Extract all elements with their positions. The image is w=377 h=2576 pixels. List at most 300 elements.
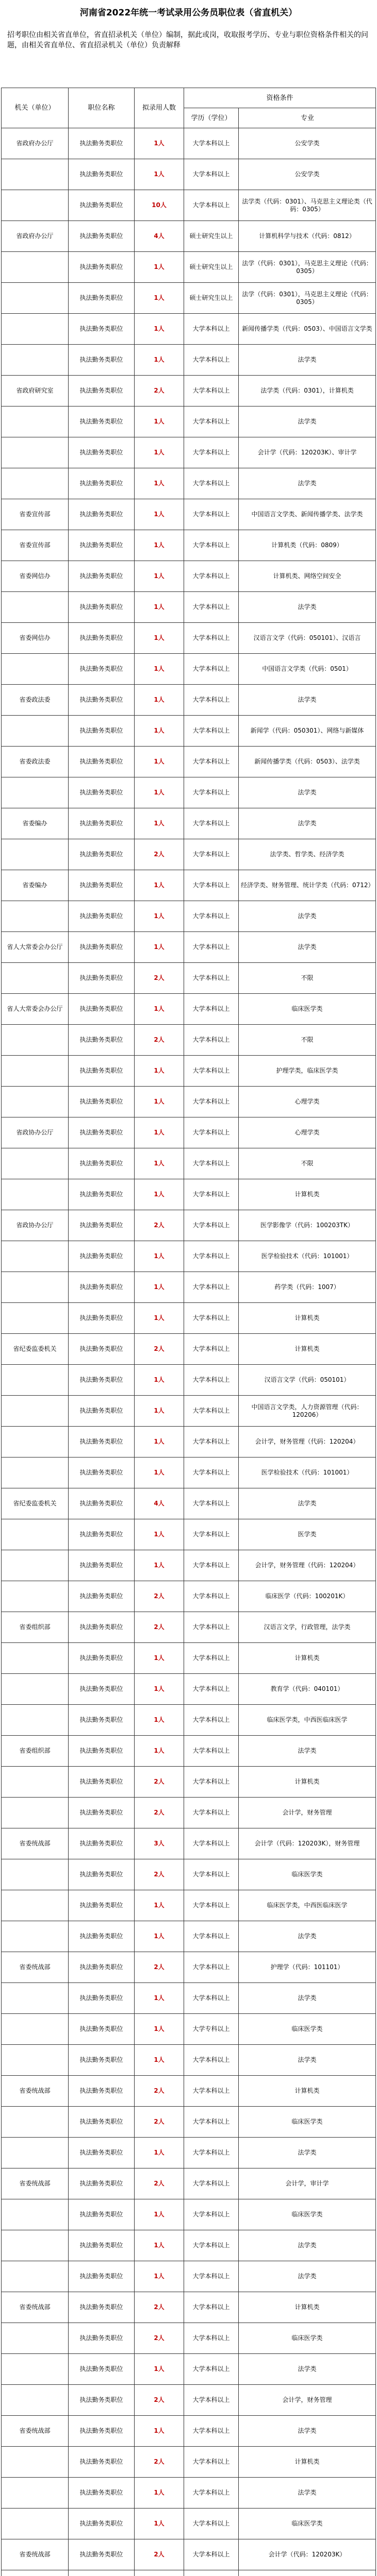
- cell-agency: [2, 1056, 69, 1087]
- cell-agency: [2, 1365, 69, 1396]
- cell-agency: [2, 1921, 69, 1952]
- cell-position: 执法勤务类职位: [69, 1056, 135, 1087]
- cell-agency: [2, 2323, 69, 2354]
- cell-count: 1人: [135, 314, 184, 345]
- table-row: [1, 592, 376, 623]
- cell-degree: 大学本科以上: [184, 1117, 239, 1148]
- cell-position: 执法勤务类职位: [69, 1272, 135, 1303]
- table-row: [1, 376, 376, 406]
- cell-position: 执法勤务类职位: [69, 2509, 135, 2539]
- cell-major: 会计学，财务管理: [239, 1798, 376, 1828]
- table-row: [1, 1427, 376, 1458]
- cell-major: 医学影像学（代码：100203TK）: [239, 1210, 376, 1241]
- table-row: [1, 1798, 376, 1828]
- table-row: [1, 1458, 376, 1488]
- cell-degree: 大学本科以上: [184, 2447, 239, 2478]
- cell-major: 法学类: [239, 2261, 376, 2292]
- cell-count: 1人: [135, 1519, 184, 1550]
- table-row: [1, 963, 376, 994]
- cell-degree: 大学本科以上: [184, 1581, 239, 1612]
- table-row: [1, 1705, 376, 1736]
- cell-count: 1人: [135, 2230, 184, 2261]
- cell-count: 1人: [135, 2045, 184, 2076]
- cell-degree: 大学本科以上: [184, 1334, 239, 1365]
- table-row: [1, 2416, 376, 2447]
- cell-count: 1人: [135, 345, 184, 376]
- cell-count: 1人: [135, 2354, 184, 2385]
- table-row: [1, 1519, 376, 1550]
- cell-position: 执法勤务类职位: [69, 2138, 135, 2168]
- cell-major: 会计学，审计学: [239, 2168, 376, 2199]
- cell-count: 1人: [135, 870, 184, 901]
- table-row: [1, 221, 376, 252]
- cell-position: 执法勤务类职位: [69, 901, 135, 932]
- table-row: [1, 437, 376, 468]
- cell-major: 会计学（代码：120203K）: [239, 2539, 376, 2570]
- cell-major: 法学类: [239, 808, 376, 839]
- cell-agency: [2, 1179, 69, 1210]
- cell-agency: 省委宣传部: [2, 530, 69, 561]
- cell-position: 执法勤务类职位: [69, 1365, 135, 1396]
- cell-major: 心理学类: [239, 1117, 376, 1148]
- cell-agency: [2, 2385, 69, 2416]
- cell-major: 护理学（代码：101101）: [239, 1952, 376, 1983]
- table-row: [1, 1828, 376, 1859]
- table-row: [1, 1921, 376, 1952]
- table-row: [1, 406, 376, 437]
- cell-position: 执法勤务类职位: [69, 932, 135, 963]
- cell-count: 1人: [135, 2509, 184, 2539]
- cell-agency: [2, 1427, 69, 1458]
- cell-agency: [2, 2261, 69, 2292]
- cell-major: 汉语言文学（代码：050101）、汉语言: [239, 623, 376, 654]
- table-row: [1, 2261, 376, 2292]
- cell-major: 中国语言文学类、新闻传播学类、法学类: [239, 499, 376, 530]
- cell-agency: 省委网信办: [2, 561, 69, 592]
- cell-position: 执法勤务类职位: [69, 1643, 135, 1674]
- cell-degree: 大学本科以上: [184, 128, 239, 159]
- table-row: [1, 499, 376, 530]
- cell-degree: 大学专科以上: [184, 2014, 239, 2045]
- cell-agency: [2, 716, 69, 747]
- cell-position: 执法勤务类职位: [69, 314, 135, 345]
- cell-agency: [2, 345, 69, 376]
- cell-agency: [2, 2199, 69, 2230]
- cell-agency: 省委统战部: [2, 2076, 69, 2107]
- cell-agency: [2, 437, 69, 468]
- cell-count: 1人: [135, 2416, 184, 2447]
- cell-agency: 省委网信办: [2, 623, 69, 654]
- cell-position: 执法勤务类职位: [69, 747, 135, 777]
- cell-count: 1人: [135, 1983, 184, 2014]
- cell-degree: 大学本科以上: [184, 747, 239, 777]
- cell-position: 执法勤务类职位: [69, 994, 135, 1025]
- cell-count: 1人: [135, 932, 184, 963]
- cell-degree: 大学本科以上: [184, 1087, 239, 1117]
- cell-agency: 省纪委监委机关: [2, 1488, 69, 1519]
- cell-agency: 省纪委监委机关: [2, 1334, 69, 1365]
- cell-position: 执法勤务类职位: [69, 437, 135, 468]
- cell-major: 法学类、哲学类、经济学类: [239, 839, 376, 870]
- table-row: [1, 1025, 376, 1056]
- cell-major: 不限: [239, 1148, 376, 1179]
- cell-count: 2人: [135, 1798, 184, 1828]
- cell-agency: [2, 1798, 69, 1828]
- cell-agency: 省委政法委: [2, 747, 69, 777]
- cell-major: 不限: [239, 1025, 376, 1056]
- cell-position: 执法勤务类职位: [69, 2261, 135, 2292]
- cell-count: 1人: [135, 252, 184, 283]
- cell-position: 执法勤务类职位: [69, 1241, 135, 1272]
- cell-agency: [2, 1767, 69, 1798]
- table-row: [1, 468, 376, 499]
- cell-degree: 大学本科以上: [184, 1303, 239, 1334]
- table-header: [1, 88, 376, 128]
- table-row: [1, 1643, 376, 1674]
- cell-position: 执法勤务类职位: [69, 2354, 135, 2385]
- cell-agency: [2, 2045, 69, 2076]
- cell-major: 计算机类: [239, 2076, 376, 2107]
- table-row: [1, 1117, 376, 1148]
- cell-degree: 大学本科以上: [184, 2107, 239, 2138]
- cell-position: 执法勤务类职位: [69, 1736, 135, 1767]
- cell-major: 汉语言文学（代码：050101）: [239, 1365, 376, 1396]
- cell-degree: 大学本科以上: [184, 2076, 239, 2107]
- document-note: 招考职位由相关省直单位，省直招录机关（单位）编制，据此或岗，收取报考学历、专业与职位资格条件相关的问题，由相关省直单位、省直招录机关（单位）负责解释: [7, 31, 368, 49]
- cell-count: 1人: [135, 1643, 184, 1674]
- table-row: [1, 2385, 376, 2416]
- table-row: [1, 994, 376, 1025]
- header-qualification-group: [184, 88, 376, 128]
- table-row: [1, 747, 376, 777]
- cell-count: 2人: [135, 1025, 184, 1056]
- cell-degree: 大学本科以上: [184, 1179, 239, 1210]
- cell-major: 临床医学类: [239, 1859, 376, 1890]
- cell-position: 执法勤务类职位: [69, 1427, 135, 1458]
- cell-degree: 大学本科以上: [184, 623, 239, 654]
- cell-count: 2人: [135, 1952, 184, 1983]
- cell-major: 计算机类、网络空间安全: [239, 561, 376, 592]
- cell-position: 执法勤务类职位: [69, 716, 135, 747]
- cell-position: 执法勤务类职位: [69, 592, 135, 623]
- cell-agency: [2, 1025, 69, 1056]
- cell-degree: 大学本科以上: [184, 190, 239, 221]
- cell-count: 1人: [135, 1705, 184, 1736]
- table-row: [1, 2199, 376, 2230]
- cell-major: 计算机类: [239, 2292, 376, 2323]
- header-qualification: 资格条件: [184, 88, 375, 108]
- cell-count: 1人: [135, 654, 184, 685]
- cell-major: 经济学类、财务管理、统计学类（代码：0712）: [239, 870, 376, 901]
- cell-major: 医学检验技术（代码：101001）: [239, 1458, 376, 1488]
- cell-agency: [2, 159, 69, 190]
- cell-position: 执法勤务类职位: [69, 1025, 135, 1056]
- cell-count: 1人: [135, 1303, 184, 1334]
- cell-degree: 大学本科以上: [184, 1427, 239, 1458]
- cell-position: 执法勤务类职位: [69, 2478, 135, 2509]
- cell-degree: 大学本科以上: [184, 654, 239, 685]
- cell-degree: 大学本科以上: [184, 870, 239, 901]
- cell-agency: [2, 1458, 69, 1488]
- table-row: [1, 1736, 376, 1767]
- cell-agency: [2, 1550, 69, 1581]
- cell-degree: 大学本科以上: [184, 2261, 239, 2292]
- cell-degree: 大学本科以上: [184, 1798, 239, 1828]
- cell-count: 2人: [135, 1767, 184, 1798]
- cell-count: 2人: [135, 2168, 184, 2199]
- cell-degree: 大学本科以上: [184, 499, 239, 530]
- cell-count: 2人: [135, 2292, 184, 2323]
- cell-position: 执法勤务类职位: [69, 2107, 135, 2138]
- cell-position: 执法勤务类职位: [69, 1674, 135, 1705]
- cell-major: 法学类: [239, 406, 376, 437]
- cell-count: 2人: [135, 963, 184, 994]
- table-row: [1, 685, 376, 716]
- table-row: [1, 808, 376, 839]
- cell-position: 执法勤务类职位: [69, 406, 135, 437]
- cell-count: 1人: [135, 716, 184, 747]
- table-row: [1, 654, 376, 685]
- cell-major: 法学类: [239, 777, 376, 808]
- cell-agency: [2, 963, 69, 994]
- cell-position: 执法勤务类职位: [69, 1210, 135, 1241]
- cell-degree: 大学本科以上: [184, 1056, 239, 1087]
- header-count: 拟录用人数: [135, 88, 184, 128]
- cell-degree: 大学本科以上: [184, 901, 239, 932]
- cell-position: 执法勤务类职位: [69, 1890, 135, 1921]
- cell-agency: [2, 2014, 69, 2045]
- cell-agency: [2, 283, 69, 314]
- cell-agency: [2, 777, 69, 808]
- table-row: [1, 901, 376, 932]
- cell-count: 1人: [135, 468, 184, 499]
- cell-count: 1人: [135, 1179, 184, 1210]
- cell-position: 执法勤务类职位: [69, 2230, 135, 2261]
- cell-degree: 大学本科以上: [184, 159, 239, 190]
- cell-major: 临床医学类，中西医临床医学: [239, 1890, 376, 1921]
- cell-degree: 大学本科以上: [184, 2539, 239, 2570]
- cell-position: 执法勤务类职位: [69, 2323, 135, 2354]
- cell-degree: 大学本科以上: [184, 1365, 239, 1396]
- cell-position: 执法勤务类职位: [69, 1334, 135, 1365]
- cell-agency: 省委宣传部: [2, 499, 69, 530]
- cell-degree: 大学本科以上: [184, 1643, 239, 1674]
- cell-count: 1人: [135, 1272, 184, 1303]
- cell-major: 临床医学类: [239, 2014, 376, 2045]
- cell-position: 执法勤务类职位: [69, 1612, 135, 1643]
- cell-major: 法学类: [239, 932, 376, 963]
- cell-agency: [2, 2230, 69, 2261]
- cell-major: 计算机类: [239, 1334, 376, 1365]
- cell-agency: [2, 252, 69, 283]
- cell-count: 1人: [135, 1087, 184, 1117]
- cell-count: 2人: [135, 839, 184, 870]
- table-row: [1, 1550, 376, 1581]
- cell-agency: 省委统战部: [2, 2416, 69, 2447]
- cell-count: 2人: [135, 1334, 184, 1365]
- cell-position: 执法勤务类职位: [69, 870, 135, 901]
- cell-count: 1人: [135, 1921, 184, 1952]
- cell-major: 法学类: [239, 468, 376, 499]
- cell-degree: 大学本科以上: [184, 1488, 239, 1519]
- cell-major: 法学类（代码：0301），计算机类: [239, 376, 376, 406]
- cell-count: 1人: [135, 685, 184, 716]
- cell-position: 执法勤务类职位: [69, 1519, 135, 1550]
- cell-major: 临床医学（代码：100201K）: [239, 1581, 376, 1612]
- cell-count: 2人: [135, 2539, 184, 2570]
- cell-degree: 大学本科以上: [184, 1519, 239, 1550]
- table-row: [1, 1241, 376, 1272]
- cell-agency: [2, 592, 69, 623]
- cell-position: [69, 2570, 135, 2576]
- cell-major: 法学类: [239, 2416, 376, 2447]
- table-row: [1, 2138, 376, 2168]
- table-row: [1, 2107, 376, 2138]
- table-row: [1, 1581, 376, 1612]
- header-agency: 机关（单位）: [2, 88, 69, 128]
- cell-position: 执法勤务类职位: [69, 685, 135, 716]
- cell-position: 执法勤务类职位: [69, 468, 135, 499]
- table-row: [1, 1767, 376, 1798]
- cell-position: 执法勤务类职位: [69, 1798, 135, 1828]
- cell-agency: 省委统战部: [2, 2168, 69, 2199]
- cell-position: 执法勤务类职位: [69, 2539, 135, 2570]
- table-row: [1, 1890, 376, 1921]
- header-position: 职位名称: [69, 88, 135, 128]
- cell-major: 法学类: [239, 345, 376, 376]
- cell-agency: [2, 839, 69, 870]
- header-major: 专业: [300, 114, 314, 122]
- cell-position: 执法勤务类职位: [69, 808, 135, 839]
- cell-agency: 省委编办: [2, 808, 69, 839]
- cell-degree: 大学本科以上: [184, 1828, 239, 1859]
- cell-major: 计算机类: [239, 2447, 376, 2478]
- cell-major: 新闻学（代码：050301）、网络与新媒体: [239, 716, 376, 747]
- cell-position: 执法勤务类职位: [69, 159, 135, 190]
- cell-degree: 大学本科以上: [184, 2168, 239, 2199]
- cell-position: 执法勤务类职位: [69, 1550, 135, 1581]
- cell-degree: 大学本科以上: [184, 561, 239, 592]
- table-row: [1, 2539, 376, 2570]
- cell-position: 执法勤务类职位: [69, 2447, 135, 2478]
- cell-count: 1人: [135, 1458, 184, 1488]
- cell-position: 执法勤务类职位: [69, 2292, 135, 2323]
- cell-degree: 大学本科以上: [184, 1859, 239, 1890]
- cell-major: 不限: [239, 963, 376, 994]
- cell-agency: [2, 1396, 69, 1427]
- cell-position: 执法勤务类职位: [69, 1117, 135, 1148]
- cell-agency: 省委组织部: [2, 1612, 69, 1643]
- table-row: [1, 1859, 376, 1890]
- cell-count: 1人: [135, 1674, 184, 1705]
- cell-degree: 大学本科以上: [184, 1550, 239, 1581]
- cell-major: 药学类（代码：1007）: [239, 1272, 376, 1303]
- cell-count: 4人: [135, 221, 184, 252]
- cell-agency: [2, 1705, 69, 1736]
- table-row: [1, 1210, 376, 1241]
- cell-agency: 省人大常委会办公厅: [2, 994, 69, 1025]
- cell-count: 2人: [135, 1210, 184, 1241]
- cell-degree: 大学本科以上: [184, 468, 239, 499]
- cell-degree: 大学本科以上: [184, 963, 239, 994]
- cell-agency: 省政府办公厅: [2, 128, 69, 159]
- cell-degree: 大学本科以上: [184, 376, 239, 406]
- cell-position: 执法勤务类职位: [69, 252, 135, 283]
- cell-agency: 省政府办公厅: [2, 221, 69, 252]
- cell-position: 执法勤务类职位: [69, 1921, 135, 1952]
- table-row: [1, 716, 376, 747]
- cell-count: 1人: [135, 159, 184, 190]
- cell-major: 会计学，财务管理: [239, 2385, 376, 2416]
- table-row: [1, 1303, 376, 1334]
- cell-count: 3人: [135, 1828, 184, 1859]
- header-degree: 学历（学位）: [184, 108, 239, 128]
- cell-degree: 大学本科以上: [184, 2199, 239, 2230]
- cell-position: 执法勤务类职位: [69, 2168, 135, 2199]
- cell-agency: 省委编办: [2, 870, 69, 901]
- cell-count: 1人: [135, 2199, 184, 2230]
- cell-position: 执法勤务类职位: [69, 128, 135, 159]
- cell-major: 心理学类: [239, 1087, 376, 1117]
- cell-position: 执法勤务类职位: [69, 1859, 135, 1890]
- cell-count: 4人: [135, 1488, 184, 1519]
- cell-degree: 大学本科以上: [184, 406, 239, 437]
- cell-position: 执法勤务类职位: [69, 1396, 135, 1427]
- table-row: [1, 2045, 376, 2076]
- cell-position: 执法勤务类职位: [69, 1767, 135, 1798]
- cell-major: 法学类: [239, 2138, 376, 2168]
- cell-count: 1人: [135, 901, 184, 932]
- cell-position: 执法勤务类职位: [69, 1952, 135, 1983]
- cell-degree: 大学本科以上: [184, 994, 239, 1025]
- cell-position: 执法勤务类职位: [69, 283, 135, 314]
- cell-major: 汉语言文学，行政管理，法学类: [239, 1612, 376, 1643]
- cell-position: 执法勤务类职位: [69, 2416, 135, 2447]
- cell-count: 2人: [135, 1581, 184, 1612]
- cell-agency: [2, 1272, 69, 1303]
- table-row: [1, 777, 376, 808]
- cell-degree: 大学本科以上: [184, 1705, 239, 1736]
- table-row: [1, 283, 376, 314]
- cell-position: 执法勤务类职位: [69, 345, 135, 376]
- cell-position: 执法勤务类职位: [69, 1148, 135, 1179]
- cell-agency: [2, 901, 69, 932]
- cell-count: 1人: [135, 1148, 184, 1179]
- cell-degree: 大学本科以上: [184, 1210, 239, 1241]
- cell-major: 法学类: [239, 1736, 376, 1767]
- cell-major: 法学类: [239, 685, 376, 716]
- cell-degree: 硕士研究生以上: [184, 283, 239, 314]
- table-row: [1, 1612, 376, 1643]
- cell-degree: 大学本科以上: [184, 437, 239, 468]
- table-row: [1, 839, 376, 870]
- cell-major: 计算机科学与技术（代码：0812）: [239, 221, 376, 252]
- table-row: [1, 2354, 376, 2385]
- cell-degree: 大学本科以上: [184, 1025, 239, 1056]
- cell-position: 执法勤务类职位: [69, 1303, 135, 1334]
- table-row: [1, 2447, 376, 2478]
- cell-degree: 大学本科以上: [184, 345, 239, 376]
- cell-degree: 大学本科以上: [184, 2045, 239, 2076]
- cell-major: 中国语言文学类，人力资源管理（代码：120206）: [239, 1396, 376, 1427]
- table-row: [1, 1272, 376, 1303]
- cell-count: 1人: [135, 1550, 184, 1581]
- document-title: 河南省2022年统一考试录用公务员职位表（省直机关）: [79, 8, 298, 18]
- cell-position: 执法勤务类职位: [69, 1705, 135, 1736]
- table-row: [1, 870, 376, 901]
- cell-degree: 大学本科以上: [184, 685, 239, 716]
- table-row: [1, 530, 376, 561]
